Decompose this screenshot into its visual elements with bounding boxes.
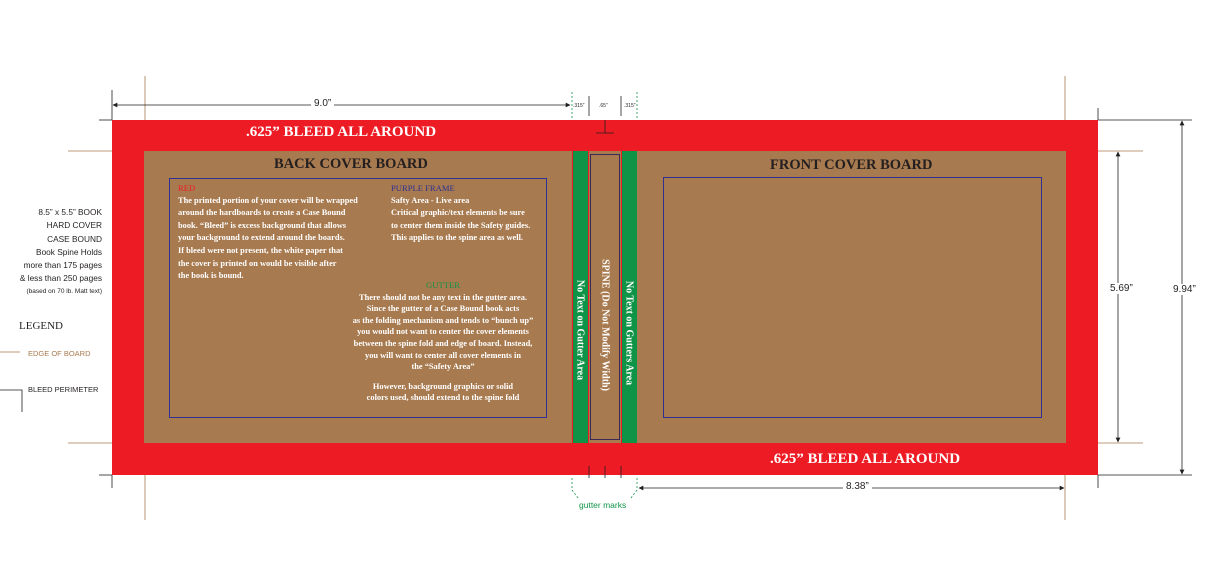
gutter-note-line: you will want to center all cover elements in	[365, 350, 521, 360]
purple-note-line: This applies to the spine area as well.	[391, 233, 523, 243]
red-note-line: The printed portion of your cover will be wrapped	[178, 195, 358, 205]
gutter-left-text: No Text on Gutter Area	[574, 279, 586, 381]
spec-line: Book Spine Holds	[36, 246, 102, 257]
gutter-note-footer-line: However, background graphics or solid	[372, 381, 514, 391]
red-note-line: the cover is printed on would be visible after	[178, 258, 337, 268]
gutter-note-line: There should not be any text in the gutter area.	[359, 292, 527, 302]
board-height-label: 5.69”	[1107, 283, 1136, 294]
gutter-note-line: as the folding mechanism and tends to “bunch up”	[352, 315, 534, 325]
red-note-line: the book is bound.	[178, 271, 244, 281]
spec-line: CASE BOUND	[47, 233, 102, 244]
board-width-label: 9.0”	[311, 98, 334, 109]
red-note-line: book. “Bleed” is excess background that allows	[178, 220, 347, 230]
gutter-note-line: you would not want to center the cover elements	[357, 327, 529, 337]
gutter-note-label: GUTTER	[426, 280, 460, 290]
red-note-line: your background to extend around the boards.	[178, 233, 345, 243]
legend-title: LEGEND	[19, 320, 63, 332]
purple-note-line: Safty Area - Live area	[391, 195, 470, 205]
purple-note-line: Critical graphic/text elements be sure	[391, 208, 525, 218]
gutter-left-width-label: .315”	[573, 103, 585, 109]
red-note-line: around the hardboards to create a Case Bound	[178, 208, 346, 218]
spec-line: 8.5” x 5.5” BOOK	[38, 207, 102, 217]
edge-of-board-lines	[68, 76, 1143, 520]
gutter-note-footer-line: colors used, should extend to the spine fold	[366, 393, 520, 403]
spec-line: HARD COVER	[46, 220, 102, 231]
back-cover-title: BACK COVER BOARD	[274, 156, 428, 172]
gutter-right-width-label: .315”	[624, 103, 636, 109]
purple-note-line: to center them inside the Safety guides.	[391, 220, 531, 230]
red-note-line: If bleed were not present, the white paper that	[178, 245, 343, 255]
bleed-label-bottom: .625” BLEED ALL AROUND	[770, 451, 961, 467]
purple-note-label: PURPLE FRAME	[391, 183, 455, 193]
legend-edge-of-board: EDGE OF BOARD	[28, 349, 91, 358]
gutter-right-text: No Text on Gutters Area	[623, 280, 635, 386]
gutter-note-line: Since the gutter of a Case Bound book acts	[366, 304, 520, 314]
gutter-marks-label: gutter marks	[579, 500, 627, 510]
spec-line: more than 175 pages	[23, 260, 102, 271]
bleed-label-top: .625” BLEED ALL AROUND	[246, 124, 437, 140]
red-note-label: RED	[178, 183, 196, 193]
total-height-label: 9.94”	[1170, 284, 1199, 295]
spine-text: SPINE (Do Not Modify Width)	[599, 259, 611, 391]
gutter-note-line: between the spine fold and edge of board. Instead,	[353, 338, 533, 348]
spine-width-label: .65”	[599, 103, 608, 109]
gutter-note-line: the “Safety Area”	[411, 362, 475, 372]
front-width-label: 8.38”	[843, 481, 872, 492]
bleed-perimeter-lines	[99, 90, 1192, 488]
spec-line: & less than 250 pages	[19, 273, 102, 284]
spec-note: (based on 70 lb. Matt text)	[26, 287, 102, 295]
book-specs	[2, 206, 102, 297]
legend-bleed-perimeter: BLEED PERIMETER	[28, 385, 99, 394]
front-cover-title: FRONT COVER BOARD	[770, 157, 933, 173]
